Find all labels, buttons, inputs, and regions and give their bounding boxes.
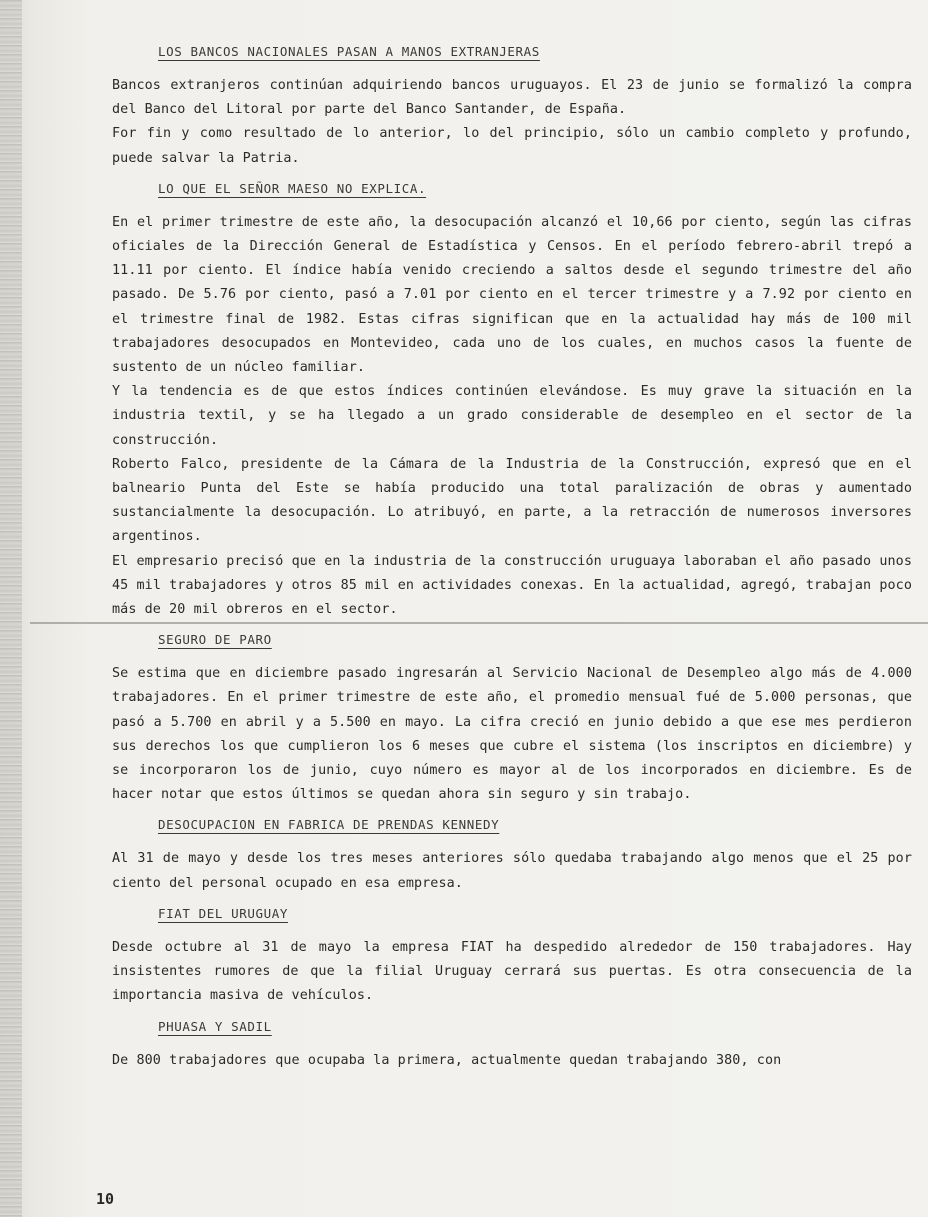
- section-bancos: [112, 44, 912, 171]
- paragraph: Y la tendencia es de que estos índices continúen elevándose. Es muy grave la situación en la industria textil, y se ha llegado a un grado considerable de desempleo en el sector de la construcción.: [112, 384, 912, 448]
- document-body: [112, 44, 912, 1073]
- page-number: 10: [96, 1190, 115, 1208]
- section-phuasa: [112, 1019, 912, 1073]
- section-heading: LOS BANCOS NACIONALES PASAN A MANOS EXTRANJERAS: [158, 44, 540, 59]
- paragraph: Se estima que en diciembre pasado ingresarán al Servicio Nacional de Desempleo algo más de 4.000 trabajadores. En el primer trimestre de este año, el promedio mensual fué de 5.000 personas, que pasó a 5.700 en abril y a 5.500 en mayo. La cifra creció en junio debido a que ese mes perdieron sus derechos los que cumplieron los 6 meses que cubre el sistema (los inscriptos en diciembre) y se incorporaron los de junio, cuyo número es mayor al de los incorporados en diciembre. Es de hacer notar que estos últimos se quedan ahora sin seguro y sin trabajo.: [112, 666, 912, 803]
- paragraph: De 800 trabajadores que ocupaba la primera, actualmente quedan trabajando 380, con: [112, 1052, 782, 1068]
- section-kennedy: [112, 817, 912, 895]
- section-heading: SEGURO DE PARO: [158, 632, 272, 648]
- paragraph: Roberto Falco, presidente de la Cámara de la Industria de la Construcción, expresó que en el balneario Punta del Este se había producido una total paralización de obras y aumentado sustancialmente la desocupación. Lo atribuyó, en parte, a la retracción de numerosos inversores argentinos.: [112, 456, 912, 545]
- paragraph: Al 31 de mayo y desde los tres meses anteriores sólo quedaba trabajando algo menos que el 25 por ciento del personal ocupado en esa empresa.: [112, 851, 912, 891]
- section-fiat: [112, 906, 912, 1009]
- paragraph: For fin y como resultado de lo anterior, lo del principio, sólo un cambio completo y profundo, puede salvar la Patria.: [112, 126, 912, 166]
- paragraph: El empresario precisó que en la industria de la construcción uruguaya laboraban el año pasado unos 45 mil trabajadores y otros 85 mil en actividades conexas. En la actualidad, agregó, trabajan poco más de 20 mil obreros en el sector.: [112, 553, 912, 618]
- paragraph: En el primer trimestre de este año, la desocupación alcanzó el 10,66 por ciento, según las cifras oficiales de la Dirección General de Estadística y Censos. En el período febrero-abril trepó a 11.11 por ciento. El índice había venido creciendo a saltos desde el segundo trimestre del año pasado. De 5.76 por ciento, pasó a 7.01 por ciento en el tercer trimestre y a 7.92 por ciento en el trimestre final de 1982. Estas cifras significan que en la actualidad hay más de 100 mil trabajadores desocupados en Montevideo, cada uno de los cuales, en muchos casos la fuente de sustento de un núcleo familiar.: [112, 214, 912, 376]
- section-maeso: [112, 181, 912, 622]
- section-heading: LO QUE EL SEÑOR MAESO NO EXPLICA.: [158, 180, 427, 196]
- section-heading: DESOCUPACION EN FABRICA DE PRENDAS KENNEDY: [158, 817, 500, 833]
- paragraph: Desde octubre al 31 de mayo la empresa FIAT ha despedido alrededor de 150 trabajadores. Hay insistentes rumores de que la filial Uruguay cerrará sus puertas. Es otra consecuencia de la importancia masiva de vehículos.: [112, 939, 912, 1004]
- section-heading: FIAT DEL URUGUAY: [158, 905, 289, 921]
- scan-edge: [0, 0, 22, 1217]
- section-heading: PHUASA Y SADIL: [158, 1018, 272, 1034]
- section-seguro-de-paro: [112, 632, 912, 807]
- paragraph: Bancos extranjeros continúan adquiriendo bancos uruguayos. El 23 de junio se formalizó la compra del Banco del Litoral por parte del Banco Santander, de España.: [112, 78, 912, 118]
